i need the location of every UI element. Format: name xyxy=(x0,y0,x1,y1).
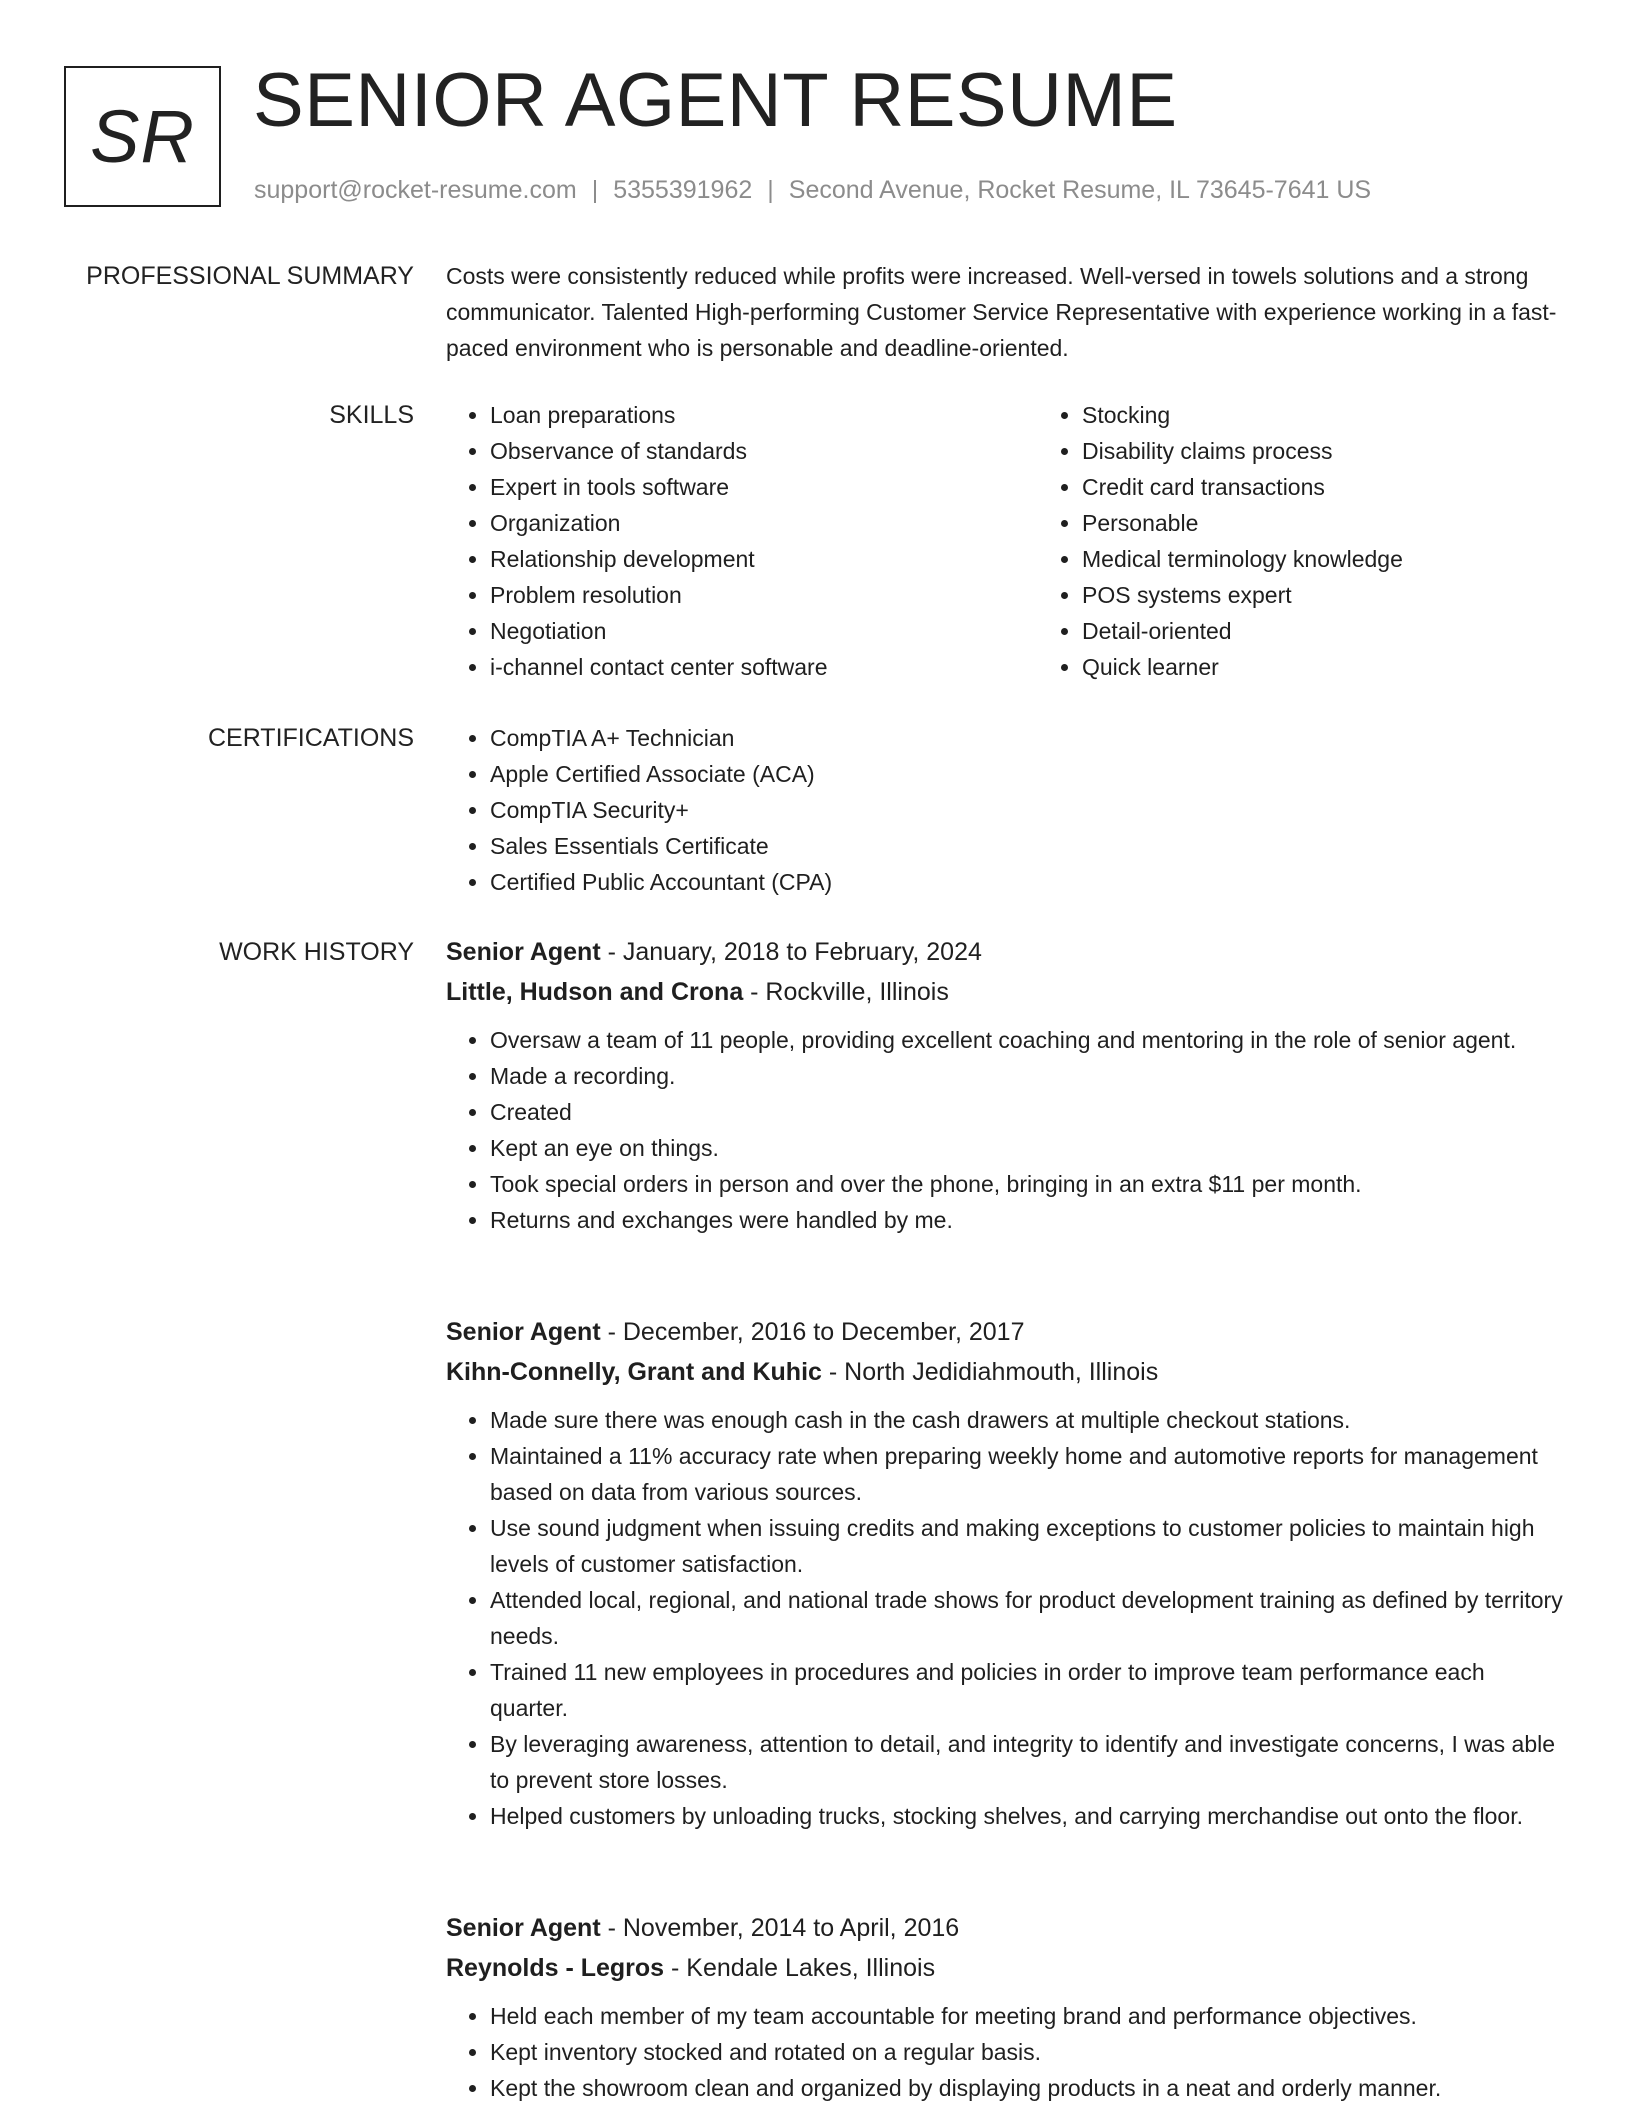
job-bullet: • Held each member of my team accountable for meeting brand and performance objectives. xyxy=(490,1998,1566,2034)
skill-item: • Loan preparations xyxy=(490,397,1038,433)
job-company: Kihn-Connelly, Grant and Kuhic xyxy=(446,1358,822,1386)
skill-item: • i-channel contact center software xyxy=(490,649,1038,685)
job-company-line xyxy=(446,1352,1566,1392)
monogram-box xyxy=(64,66,221,207)
job-entry xyxy=(446,1908,1566,2106)
job-title-line xyxy=(446,932,1566,972)
skill-item: • Medical terminology knowledge xyxy=(1082,541,1630,577)
skill-item: • Relationship development xyxy=(490,541,1038,577)
job-bullet: • Made a recording. xyxy=(490,1058,1566,1094)
job-entry xyxy=(446,932,1566,1238)
certifications-body xyxy=(446,720,1566,900)
certification-item: • CompTIA A+ Technician xyxy=(490,720,1566,756)
skill-item: • Detail-oriented xyxy=(1082,613,1630,649)
skill-item: • Personable xyxy=(1082,505,1630,541)
skills-list-left xyxy=(446,397,1038,685)
job-dates: - December, 2016 to December, 2017 xyxy=(600,1318,1025,1346)
job-bullets xyxy=(446,1998,1566,2106)
skill-item: • Organization xyxy=(490,505,1038,541)
certification-item: • Certified Public Accountant (CPA) xyxy=(490,864,1566,900)
job-bullet: • Kept inventory stocked and rotated on a regular basis. xyxy=(490,2034,1566,2070)
job-dates: - January, 2018 to February, 2024 xyxy=(600,938,982,966)
skill-item: • Stocking xyxy=(1082,397,1630,433)
skill-item: • POS systems expert xyxy=(1082,577,1630,613)
job-bullet: • Trained 11 new employees in procedures and policies in order to improve team performance each quarter. xyxy=(490,1654,1566,1726)
job-bullets xyxy=(446,1402,1566,1834)
resume-title: SENIOR AGENT RESUME xyxy=(253,58,1178,143)
job-bullet: • Made sure there was enough cash in the cash drawers at multiple checkout stations. xyxy=(490,1402,1566,1438)
certifications-label: CERTIFICATIONS xyxy=(207,724,414,752)
contact-separator: | xyxy=(767,176,774,204)
job-dates: - November, 2014 to April, 2016 xyxy=(600,1914,960,1942)
skills-list-right xyxy=(1038,397,1630,685)
skill-item: • Negotiation xyxy=(490,613,1038,649)
job-bullet: • Returns and exchanges were handled by me. xyxy=(490,1202,1566,1238)
job-bullet: • Kept an eye on things. xyxy=(490,1130,1566,1166)
job-location: - Rockville, Illinois xyxy=(743,978,949,1006)
work-history-label: WORK HISTORY xyxy=(219,938,414,966)
job-company-line xyxy=(446,1948,1566,1988)
job-location: - Kendale Lakes, Illinois xyxy=(664,1954,936,1982)
contact-separator: | xyxy=(591,176,599,204)
job-bullet: • Use sound judgment when issuing credits and making exceptions to customer policies to maintain high levels of customer satisfaction. xyxy=(490,1510,1566,1582)
job-entry xyxy=(446,1312,1566,1834)
job-title-line xyxy=(446,1908,1566,1948)
skill-item: • Disability claims process xyxy=(1082,433,1630,469)
job-bullet: • Oversaw a team of 11 people, providing excellent coaching and mentoring in the role of senior agent. xyxy=(490,1022,1566,1058)
job-company: Little, Hudson and Crona xyxy=(446,978,744,1006)
certifications-list xyxy=(446,720,1566,900)
monogram-initials: SR xyxy=(90,94,195,178)
job-bullet: • By leveraging awareness, attention to detail, and integrity to identify and investigate concerns, I was able to prevent store losses. xyxy=(490,1726,1566,1798)
contact-address: Second Avenue, Rocket Resume, IL 73645-7641 US xyxy=(788,176,1372,204)
skill-item: • Expert in tools software xyxy=(490,469,1038,505)
skills-body xyxy=(446,397,1566,685)
job-company-line xyxy=(446,972,1566,1012)
skill-item: • Observance of standards xyxy=(490,433,1038,469)
job-bullet: • Maintained a 11% accuracy rate when preparing weekly home and automotive reports for management based on data from various sources. xyxy=(490,1438,1566,1510)
skill-item: • Problem resolution xyxy=(490,577,1038,613)
job-title: Senior Agent xyxy=(446,1318,601,1346)
job-bullet: • Took special orders in person and over the phone, bringing in an extra $11 per month. xyxy=(490,1166,1566,1202)
contact-phone: 5355391962 xyxy=(613,176,753,204)
certification-item: • Sales Essentials Certificate xyxy=(490,828,1566,864)
job-bullet: • Kept the showroom clean and organized by displaying products in a neat and orderly manner. xyxy=(490,2070,1566,2106)
job-location: - North Jedidiahmouth, Illinois xyxy=(821,1358,1159,1386)
job-title: Senior Agent xyxy=(446,938,601,966)
skill-item: • Credit card transactions xyxy=(1082,469,1630,505)
summary-label: PROFESSIONAL SUMMARY xyxy=(86,262,414,290)
job-bullets xyxy=(446,1022,1566,1238)
certification-item: • CompTIA Security+ xyxy=(490,792,1566,828)
job-company: Reynolds - Legros xyxy=(446,1954,665,1982)
summary-body xyxy=(446,258,1566,366)
job-bullet: • Created xyxy=(490,1094,1566,1130)
contact-email: support@rocket-resume.com xyxy=(254,176,577,204)
certification-item: • Apple Certified Associate (ACA) xyxy=(490,756,1566,792)
contact-line xyxy=(254,173,1371,207)
skills-label: SKILLS xyxy=(329,401,414,429)
job-bullet: • Attended local, regional, and national trade shows for product development training as defined by territory needs. xyxy=(490,1582,1566,1654)
summary-text: Costs were consistently reduced while profits were increased. Well-versed in towels solutions and a strong communicator. Talented High-performing Customer Service Representative with experience working in a fast-paced environment who is personable and deadline-oriented. xyxy=(446,263,1557,361)
job-bullet: • Helped customers by unloading trucks, stocking shelves, and carrying merchandise out onto the floor. xyxy=(490,1798,1566,1834)
job-title-line xyxy=(446,1312,1566,1352)
skill-item: • Quick learner xyxy=(1082,649,1630,685)
job-title: Senior Agent xyxy=(446,1914,601,1942)
